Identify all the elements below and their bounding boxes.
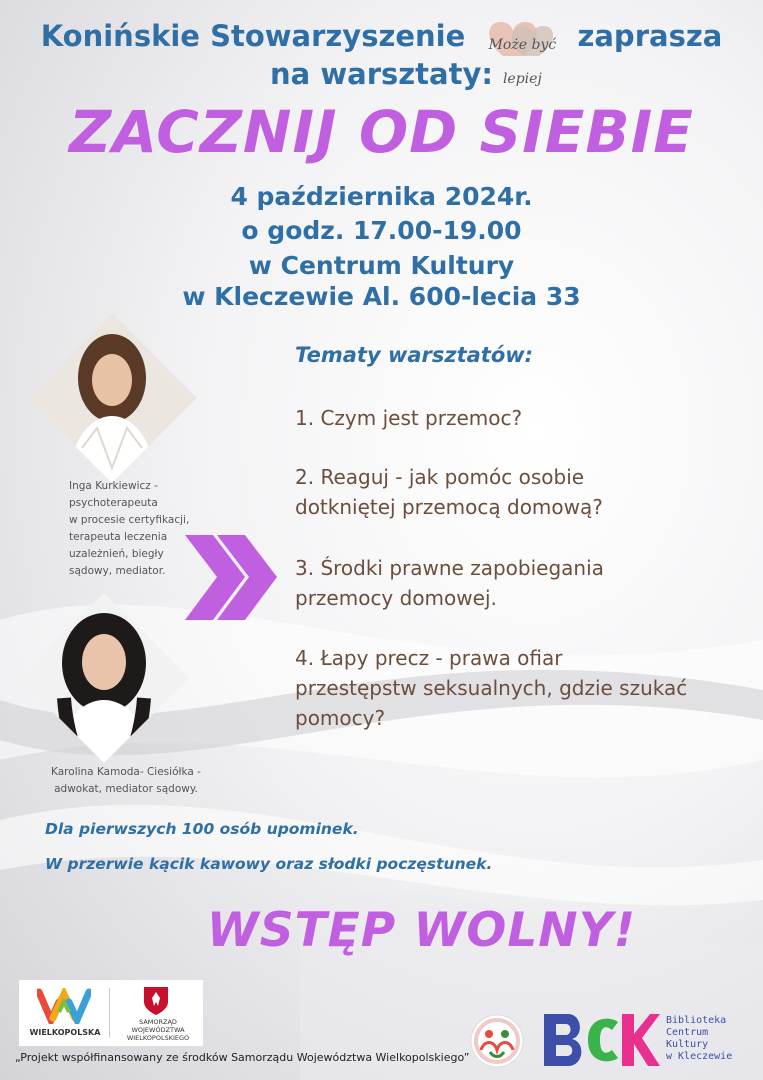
topic-line: dotkniętej przemocą domową?: [295, 495, 603, 519]
event-place-2: w Kleczewie Al. 600-lecia 33: [182, 282, 581, 311]
event-time: o godz. 17.00-19.00: [241, 216, 522, 245]
speaker-1-caption: [69, 478, 189, 580]
topic-line: 2. Reaguj - jak pomóc osobie: [295, 465, 585, 489]
workshop-title: ZACZNIJ OD SIEBIE: [69, 98, 694, 166]
caption-line: Inga Kurkiewicz -: [69, 480, 158, 492]
library-label: [666, 1015, 732, 1063]
speaker-2-caption: [36, 764, 216, 798]
event-place-1: w Centrum Kultury: [248, 251, 515, 280]
association-logo: [475, 16, 567, 87]
topic-item-1: [295, 403, 755, 433]
caption-line: Karolina Kamoda- Ciesiółka -: [51, 766, 201, 778]
samorzad-line: SAMORZĄD: [139, 1018, 177, 1026]
topic-line: 3. Środki prawne zapobiegania: [295, 556, 604, 580]
topic-line: przestępstw seksualnych, gdzie szukać: [295, 676, 688, 700]
wielkopolska-logo-icon: [37, 988, 91, 1024]
topic-item-4: [295, 643, 755, 733]
caption-line: psychoterapeuta: [69, 497, 158, 509]
bck-logo-icon: [542, 1012, 660, 1068]
topic-line: 4. Łapy precz - prawa ofiar: [295, 646, 563, 670]
caption-line: sądowy, mediator.: [69, 565, 166, 577]
topic-line: 1. Czym jest przemoc?: [295, 406, 523, 430]
sponsor-logos: [19, 980, 203, 1046]
samorzad-line: WIELKOPOLSKIEGO: [126, 1034, 190, 1042]
invite-word: zaprasza: [577, 19, 723, 53]
library-line: Biblioteka: [666, 1015, 727, 1026]
double-chevron-icon: [185, 535, 280, 620]
caption-line: uzależnień, biegły: [69, 548, 164, 560]
caption-line: w procesie certyfikacji,: [69, 514, 190, 526]
library-line: w Kleczewie: [666, 1051, 733, 1062]
coffee-note: W przerwie kącik kawowy oraz słodki poczęstunek.: [45, 855, 493, 873]
topic-line: pomocy?: [295, 706, 386, 730]
bck-logo: [542, 1012, 660, 1072]
gift-note: Dla pierwszych 100 osób upominek.: [45, 820, 359, 838]
header-line-2: na warsztaty:: [270, 57, 493, 91]
topic-item-3: [295, 553, 755, 613]
coat-of-arms-icon: [143, 986, 169, 1016]
divider: [109, 988, 110, 1038]
partner-logo-icon: [470, 1014, 524, 1068]
topic-item-2: [295, 462, 755, 522]
samorzad-line: WOJEWÓDZTWA: [131, 1026, 185, 1034]
logo-text: Może być lepiej: [488, 37, 557, 87]
event-date: 4 października 2024r.: [230, 182, 533, 211]
association-name: Konińskie Stowarzyszenie: [40, 19, 466, 53]
samorzad-label: [115, 1018, 201, 1042]
topic-line: przemocy domowej.: [295, 586, 497, 610]
library-line: Kultury: [666, 1039, 709, 1050]
library-line: Centrum: [666, 1027, 709, 1038]
caption-line: terapeuta leczenia: [69, 531, 168, 543]
topics-title: Tematy warsztatów:: [295, 343, 534, 367]
caption-line: adwokat, mediator sądowy.: [54, 783, 198, 795]
footer-funding-note: „Projekt współfinansowany ze środków Samorządu Województwa Wielkopolskiego”: [15, 1051, 470, 1064]
free-entry-text: WSTĘP WOLNY!: [206, 903, 637, 958]
wielkopolska-label: WIELKOPOLSKA: [29, 1028, 101, 1037]
